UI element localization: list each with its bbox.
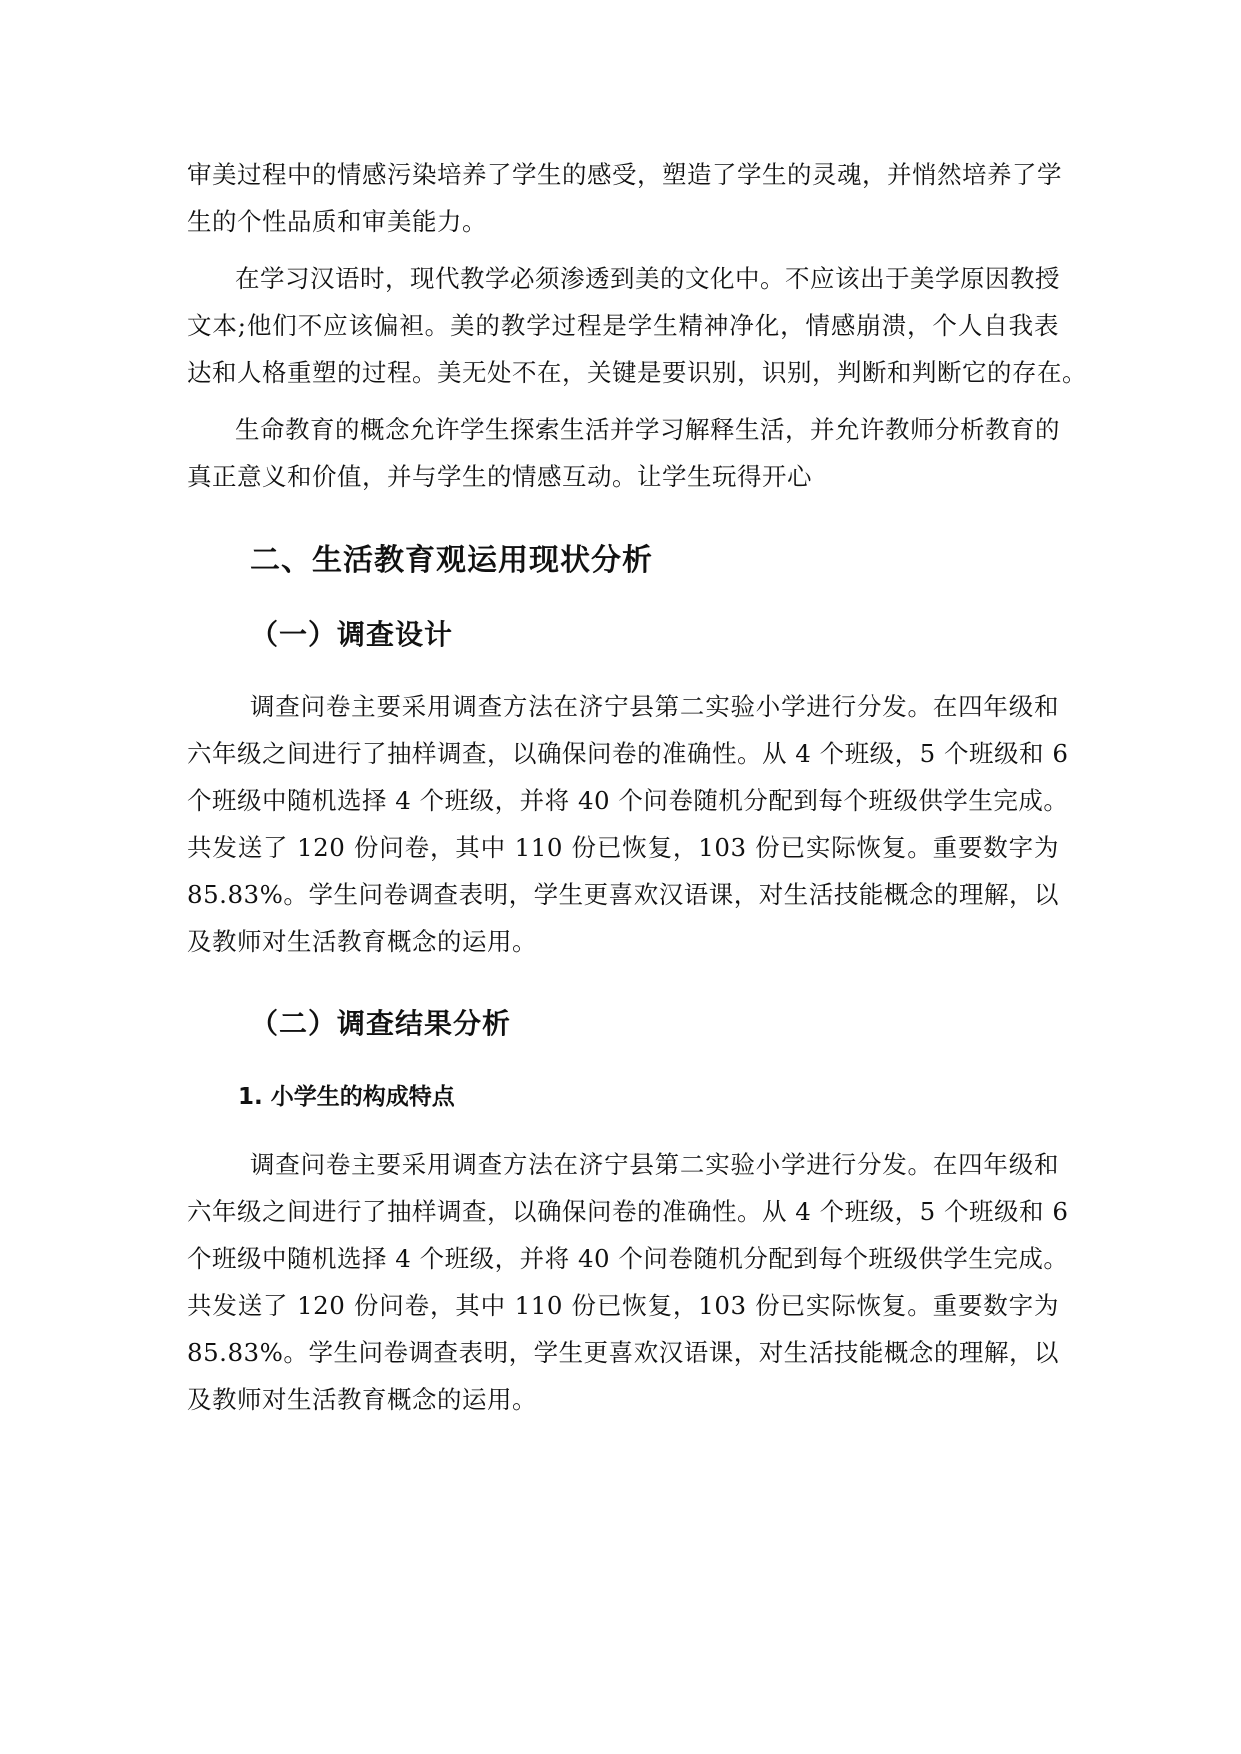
paragraph-4-line-6: 及教师对生活教育概念的运用。 <box>187 927 537 956</box>
paragraph-1-line-2: 生的个性品质和审美能力。 <box>187 207 487 236</box>
subsection-heading-survey-design: （一）调查设计 <box>250 618 454 651</box>
paragraph-5-line-5: 85.83%。学生问卷调查表明，学生更喜欢汉语课，对生活技能概念的理解，以 <box>187 1338 1059 1367</box>
paragraph-4-line-4: 共发送了 120 份问卷，其中 110 份已恢复，103 份已实际恢复。重要数字为 <box>187 833 1059 862</box>
item-heading-composition: 1. 小学生的构成特点 <box>238 1084 455 1110</box>
paragraph-4-line-3: 个班级中随机选择 4 个班级，并将 40 个问卷随机分配到每个班级供学生完成。 <box>187 786 1069 815</box>
subsection-heading-results-analysis: （二）调查结果分析 <box>250 1007 512 1040</box>
paragraph-5-line-1: 调查问卷主要采用调查方法在济宁县第二实验小学进行分发。在四年级和 <box>250 1150 1059 1179</box>
paragraph-4-line-2: 六年级之间进行了抽样调查，以确保问卷的准确性。从 4 个班级，5 个班级和 6 <box>187 739 1069 768</box>
paragraph-5-line-4: 共发送了 120 份问卷，其中 110 份已恢复，103 份已实际恢复。重要数字为 <box>187 1291 1059 1320</box>
paragraph-2-line-2: 文本;他们不应该偏袒。美的教学过程是学生精神净化，情感崩溃，个人自我表 <box>187 311 1059 340</box>
paragraph-2-line-3: 达和人格重塑的过程。美无处不在，关键是要识别，识别，判断和判断它的存在。 <box>187 358 1087 387</box>
paragraph-3-line-2: 真正意义和价值，并与学生的情感互动。让学生玩得开心 <box>187 462 812 491</box>
section-heading: 二、生活教育观运用现状分析 <box>250 543 653 578</box>
paragraph-5-line-3: 个班级中随机选择 4 个班级，并将 40 个问卷随机分配到每个班级供学生完成。 <box>187 1244 1069 1273</box>
paragraph-5-line-2: 六年级之间进行了抽样调查，以确保问卷的准确性。从 4 个班级，5 个班级和 6 <box>187 1197 1069 1226</box>
paragraph-4-line-5: 85.83%。学生问卷调查表明，学生更喜欢汉语课，对生活技能概念的理解，以 <box>187 880 1059 909</box>
paragraph-1-line-1: 审美过程中的情感污染培养了学生的感受，塑造了学生的灵魂，并悄然培养了学 <box>187 160 1062 189</box>
paragraph-2-line-1: 在学习汉语时，现代教学必须渗透到美的文化中。不应该出于美学原因教授 <box>235 264 1060 293</box>
paragraph-4-line-1: 调查问卷主要采用调查方法在济宁县第二实验小学进行分发。在四年级和 <box>250 692 1059 721</box>
paragraph-3-line-1: 生命教育的概念允许学生探索生活并学习解释生活，并允许教师分析教育的 <box>235 415 1060 444</box>
paragraph-5-line-6: 及教师对生活教育概念的运用。 <box>187 1385 537 1414</box>
